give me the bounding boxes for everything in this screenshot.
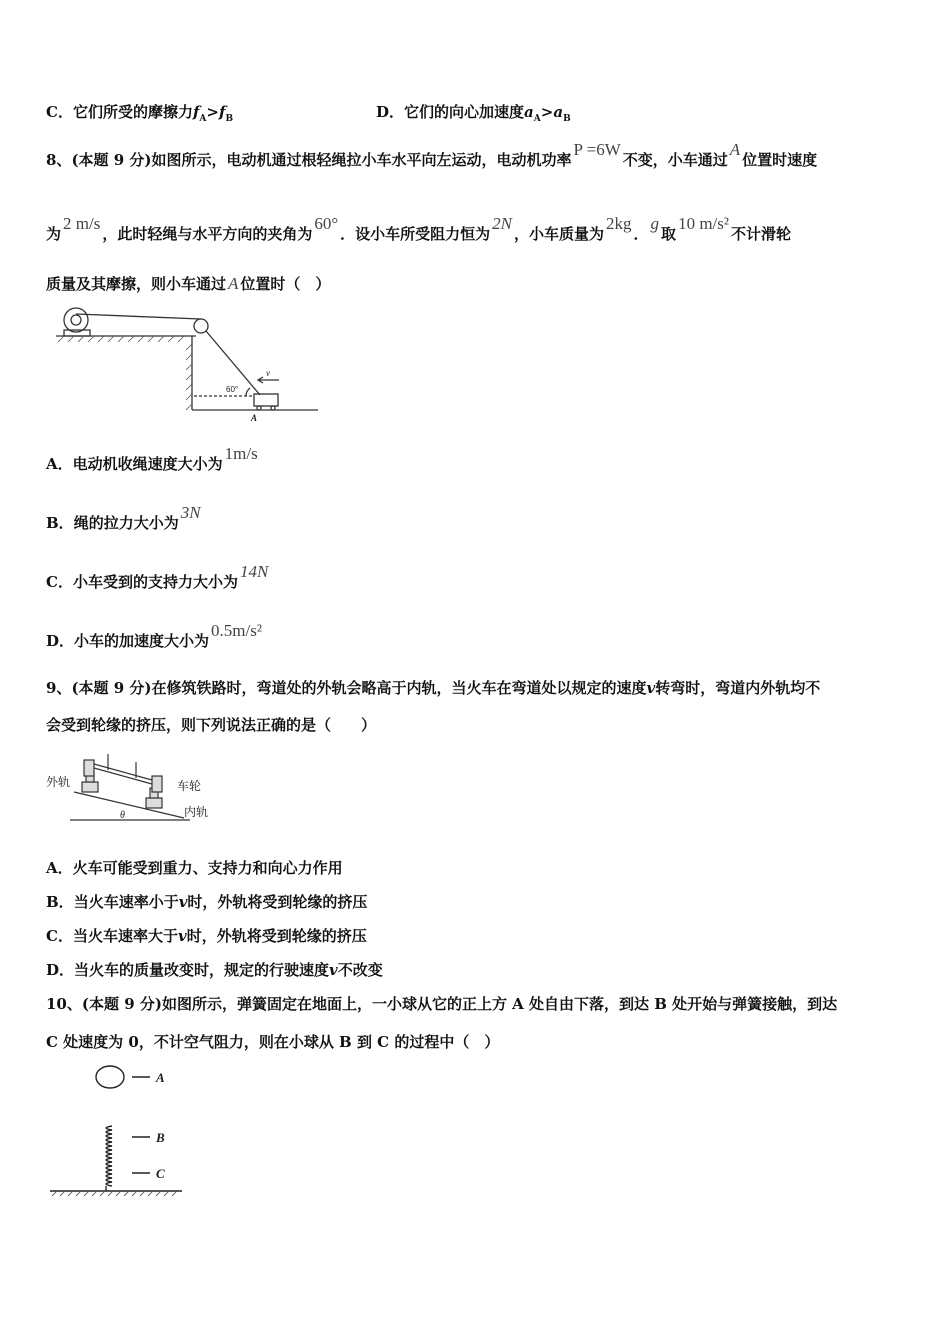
q9-option-a: A．火车可能受到重力、支持力和向心力作用 [46, 859, 343, 877]
q9-wheel-label: 车轮 [177, 779, 202, 793]
q8-figure [54, 300, 324, 426]
q8-stem-line1: 8、(本题 9 分)如图所示，电动机通过根轻绳拉小车水平向左运动，电动机功率P =6W不变，小车通过A位置时速度 [46, 140, 818, 169]
q9-outer-label: 外轨 [46, 775, 71, 789]
q9-stem-line1: 9、(本题 9 分)在修筑铁路时，弯道处的外轨会略高于内轨，当火车在弯道处以规定的速度v转弯时，弯道内外轨均不 [46, 679, 821, 697]
q8-stem-line2: 为2 m/s，此时轻绳与水平方向的夹角为60°．设小车所受阻力恒为2N，小车质量为2kg．g取10 m/s²不计滑轮 [46, 214, 791, 243]
q8-option-d: D．小车的加速度大小为0.5m/s² [46, 621, 262, 650]
q10-label-a: A [156, 1070, 165, 1085]
q9-option-c: C．当火车速率大于v时，外轨将受到轮缘的挤压 [46, 927, 367, 945]
q9-stem-line2: 会受到轮缘的挤压，则下列说法正确的是（ ） [46, 716, 377, 734]
q9-theta-label: θ [120, 810, 125, 821]
q9-inner-label: 内轨 [184, 805, 209, 819]
q8-point-a-label: A [251, 413, 258, 423]
q10-figure [46, 1060, 196, 1200]
q8-stem-line3: 质量及其摩擦，则小车通过 A 位置时（ ） [46, 274, 331, 293]
q9-option-d: D．当火车的质量改变时，规定的行驶速度v不改变 [46, 961, 383, 979]
q7-option-d: D．它们的向心加速度$a_A>a_B$ [376, 103, 571, 124]
q10-stem-line1: 10、(本题 9 分)如图所示，弹簧固定在地面上，一小球从它的正上方 A 处自由下落，到达 B 处开始与弹簧接触，到达 [46, 995, 838, 1013]
q9-figure [44, 752, 214, 826]
q9-option-b: B．当火车速率小于v时，外轨将受到轮缘的挤压 [46, 893, 368, 911]
q8-angle-label: 60° [226, 385, 239, 394]
q10-label-c: C [156, 1166, 165, 1181]
q10-stem-line2: C 处速度为 0，不计空气阻力，则在小球从 B 到 C 的过程中（ ） [46, 1033, 500, 1051]
q7-option-c: C．它们所受的摩擦力$f_A>f_B$ [46, 103, 234, 124]
q10-label-b: B [156, 1130, 165, 1145]
q8-option-b: B．绳的拉力大小为3N [46, 503, 201, 532]
q8-option-c: C．小车受到的支持力大小为14N [46, 562, 269, 591]
q8-v-label: v [266, 368, 270, 378]
q8-option-a: A．电动机收绳速度大小为1m/s [46, 444, 258, 473]
